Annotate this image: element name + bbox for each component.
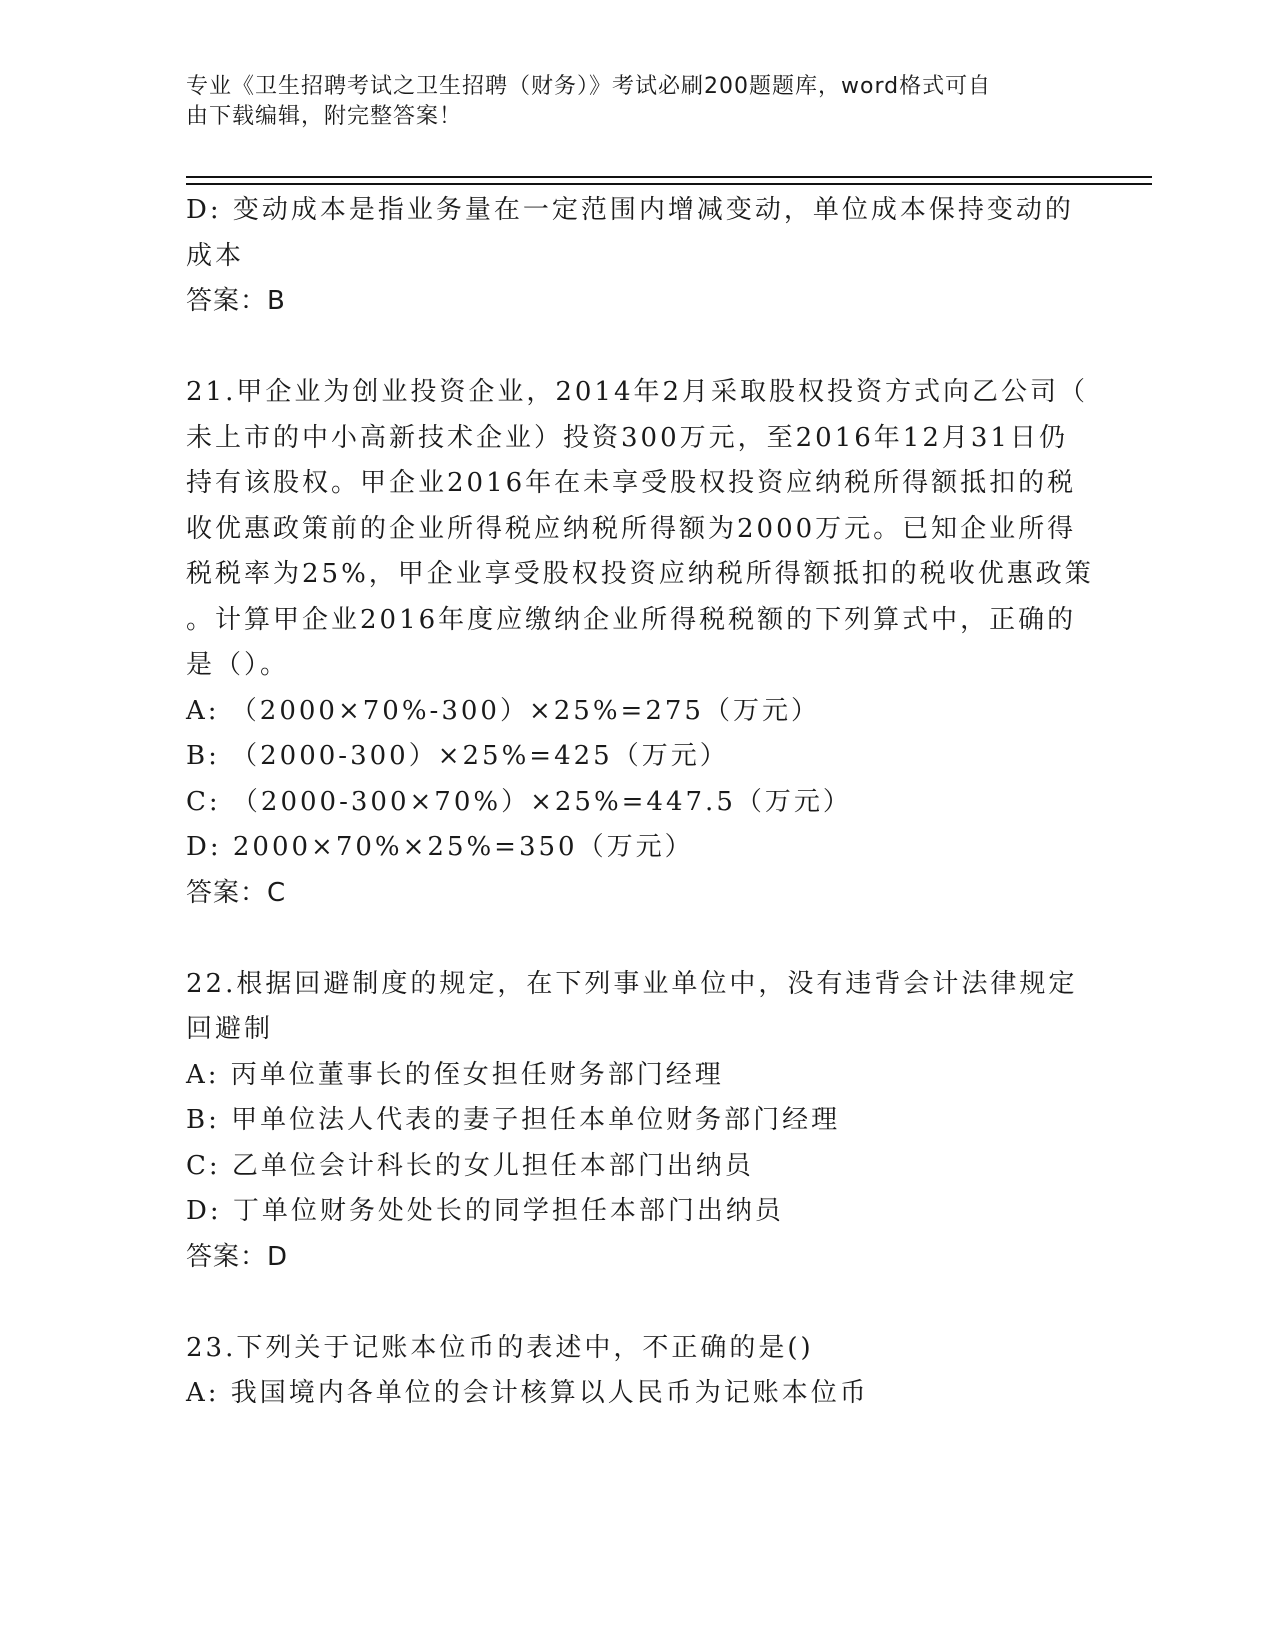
option-d-line-2: 成本 xyxy=(186,240,245,271)
header-divider-bottom xyxy=(186,183,1152,185)
question-stem-line: 。计算甲企业2016年度应缴纳企业所得税税额的下列算式中，正确的 xyxy=(186,604,1077,635)
question-spacer xyxy=(186,1280,1076,1326)
answer-label: 答案：C xyxy=(186,877,287,908)
answer-label: 答案：B xyxy=(186,286,286,316)
question-stem-line: 23.下列关于记账本位币的表述中，不正确的是() xyxy=(186,1332,814,1363)
option-b: B: （2000-300）×25%=425（万元） xyxy=(186,741,729,771)
option-d: D: 丁单位财务处处长的同学担任本部门出纳员 xyxy=(186,1196,784,1226)
answer-label: 答案：D xyxy=(186,1241,289,1272)
header-line-2: 由下载编辑，附完整答案！ xyxy=(186,104,463,129)
option-a: A: 我国境内各单位的会计核算以人民币为记账本位币 xyxy=(186,1378,869,1408)
option-d-line-1: D: 变动成本是指业务量在一定范围内增减变动，单位成本保持变动的 xyxy=(186,195,1074,225)
question-21 xyxy=(186,370,1094,916)
question-content xyxy=(186,188,1094,1417)
question-stem-line: 回避制 xyxy=(186,1014,274,1044)
document-header xyxy=(186,72,1066,132)
option-c: C: （2000-300×70%）×25%=447.5（万元） xyxy=(186,786,852,817)
option-d: D: 2000×70%×25%=350（万元） xyxy=(186,832,694,862)
option-c: C: 乙单位会计科长的女儿担任本部门出纳员 xyxy=(186,1150,754,1181)
question-stem-line: 22.根据回避制度的规定，在下列事业单位中，没有违背会计法律规定 xyxy=(186,968,1078,999)
question-stem-line: 是（）。 xyxy=(186,650,290,680)
option-a: A: 丙单位董事长的侄女担任财务部门经理 xyxy=(186,1059,724,1090)
question-spacer xyxy=(186,916,1076,962)
question-stem-line: 未上市的中小高新技术企业）投资300万元，至2016年12月31日仍 xyxy=(186,422,1068,453)
question-stem-line: 持有该股权。甲企业2016年在未享受股权投资应纳税所得额抵扣的税 xyxy=(186,468,1077,498)
question-stem-line: 21.甲企业为创业投资企业，2014年2月采取股权投资方式向乙公司（ xyxy=(186,377,1089,407)
option-b: B: 甲单位法人代表的妻子担任本单位财务部门经理 xyxy=(186,1105,841,1135)
question-stem-line: 收优惠政策前的企业所得税应纳税所得额为2000万元。已知企业所得 xyxy=(186,513,1077,544)
option-a: A: （2000×70%-300）×25%=275（万元） xyxy=(186,695,820,726)
question-stem-line: 税税率为25%，甲企业享受股权投资应纳税所得额抵扣的税收优惠政策 xyxy=(186,559,1094,589)
header-line-1: 专业《卫生招聘考试之卫生招聘（财务）》考试必刷200题题库，word格式可自 xyxy=(186,74,992,99)
question-22 xyxy=(186,962,1076,1281)
question-20-tail xyxy=(186,188,1076,325)
header-divider-top xyxy=(186,176,1152,178)
question-23 xyxy=(186,1326,1076,1417)
question-spacer xyxy=(186,325,1076,371)
